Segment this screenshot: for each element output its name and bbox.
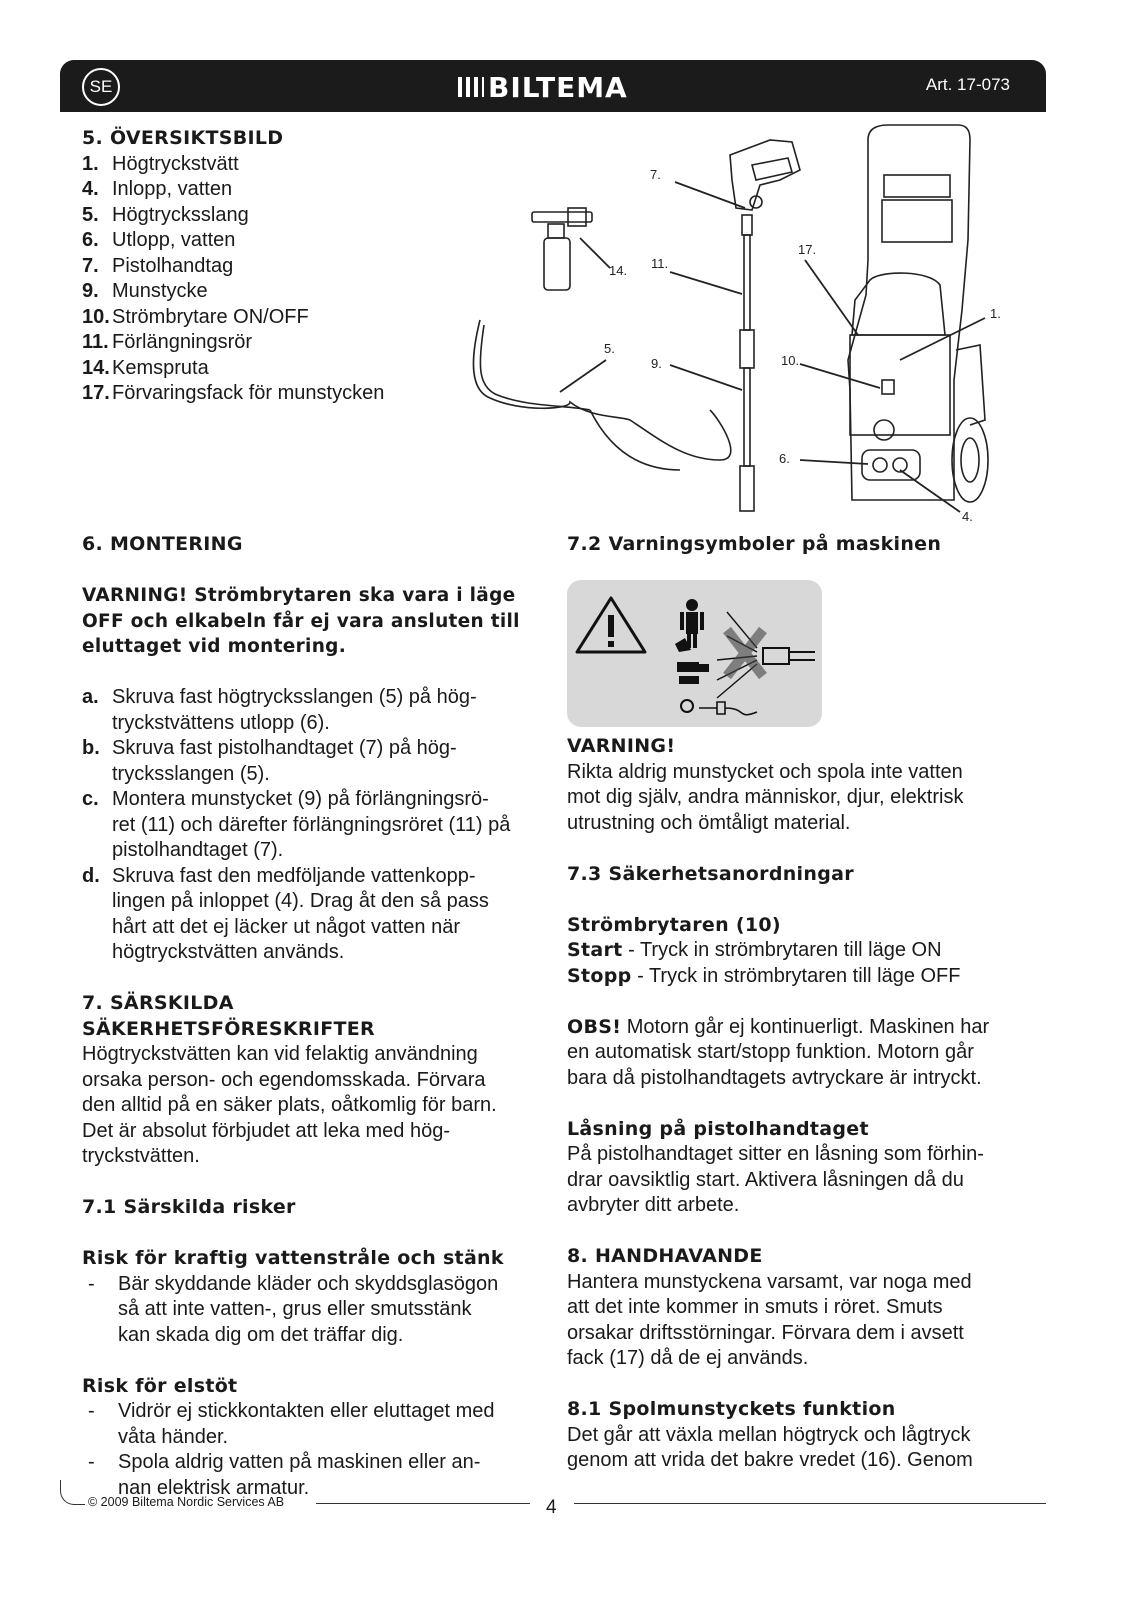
list-marker: b. bbox=[82, 737, 100, 759]
overview-diagram bbox=[470, 120, 1030, 530]
handling-title: 8. HANDHAVANDE bbox=[567, 1245, 763, 1267]
body-line: genom att vrida det bakre vredet (16). Genom bbox=[567, 1449, 973, 1471]
list-item-line: högtryckstvätten används. bbox=[112, 941, 345, 963]
list-item bbox=[82, 736, 542, 787]
overview-item-number: 4. bbox=[82, 178, 99, 200]
body-line: På pistolhandtaget sitter en låsning som förhin- bbox=[567, 1143, 984, 1165]
list-item bbox=[82, 864, 542, 966]
body-line: utrustning och ömtåligt material. bbox=[567, 811, 851, 834]
start-line: Start - Tryck in strömbrytaren till läge ON bbox=[567, 939, 942, 961]
list-item-line: Montera munstycket (9) på förlängningsrö- bbox=[112, 788, 489, 810]
overview-item bbox=[82, 305, 384, 331]
list-item-line: Skruva fast pistolhandtaget (7) på hög- bbox=[112, 737, 457, 759]
list-item bbox=[82, 1399, 542, 1450]
overview-title: 5. ÖVERSIKTSBILD bbox=[82, 127, 284, 149]
list-item bbox=[82, 1272, 542, 1349]
list-item-line: trycksslangen (5). bbox=[112, 762, 270, 785]
overview-item-number: 6. bbox=[82, 229, 99, 251]
list-item-text bbox=[118, 1272, 498, 1349]
obs-line-3: bara då pistolhandtagets avtryckare är intryckt. bbox=[567, 1066, 982, 1089]
symbols-heading-block bbox=[567, 532, 1037, 558]
sarskilda-body bbox=[82, 1042, 542, 1170]
overview-item-number: 10. bbox=[82, 305, 110, 328]
risk2-title: Risk för elstöt bbox=[82, 1374, 238, 1397]
lock-title: Låsning på pistolhandtaget bbox=[567, 1117, 869, 1140]
spray-body bbox=[567, 1423, 1037, 1474]
overview-item-number: 9. bbox=[82, 280, 99, 302]
list-item-text bbox=[112, 864, 489, 966]
overview-item-number: 5. bbox=[82, 203, 99, 226]
footer-corner bbox=[60, 1480, 85, 1505]
overview-item-label: Munstycke bbox=[112, 280, 208, 302]
list-item-line: pistolhandtaget (7). bbox=[112, 839, 284, 861]
switch-title: Strömbrytaren (10) bbox=[567, 913, 781, 936]
callout-5: 5. bbox=[604, 341, 615, 356]
montering-steps bbox=[82, 685, 542, 966]
body-line: Det är absolut förbjudet att leka med hög- bbox=[82, 1119, 450, 1142]
warn-body bbox=[567, 760, 1037, 837]
overview-item-number: 11. bbox=[82, 331, 109, 353]
warn-title: VARNING! bbox=[567, 735, 676, 757]
callout-10: 10. bbox=[781, 353, 800, 368]
list-item bbox=[82, 1450, 542, 1501]
callout-14: 14. bbox=[609, 263, 628, 278]
body-line: fack (17) då de ej används. bbox=[567, 1347, 809, 1369]
list-item-line: Skruva fast den medföljande vattenkopp- bbox=[112, 864, 476, 887]
brand-name: BILTEMA bbox=[488, 70, 628, 104]
overview-item bbox=[82, 254, 384, 280]
list-item-line: hårt att det ej läcker ut något vatten när bbox=[112, 915, 460, 938]
body-line: orsaka person- och egendomsskada. Förvara bbox=[82, 1068, 486, 1091]
obs-line-1: OBS! Motorn går ej kontinuerligt. Maskinen har bbox=[567, 1015, 990, 1038]
language-badge: SE bbox=[82, 68, 120, 106]
overview-item-label: Högtrycksslang bbox=[112, 203, 249, 226]
overview-list bbox=[82, 152, 384, 407]
list-marker: - bbox=[88, 1400, 95, 1422]
right-column bbox=[567, 734, 1037, 1474]
list-item-line: ret (11) och därefter förlängningsröret (11) på bbox=[112, 813, 511, 836]
body-line: Högtryckstvätten kan vid felaktig användning bbox=[82, 1043, 478, 1065]
checkered-flag-icon bbox=[458, 77, 484, 97]
biltema-logo bbox=[458, 70, 628, 104]
copyright: © 2009 Biltema Nordic Services AB bbox=[88, 1495, 285, 1509]
footer-rule-left bbox=[316, 1503, 530, 1504]
callout-1: 1. bbox=[990, 306, 1001, 321]
overview-item-label: Strömbrytare ON/OFF bbox=[112, 305, 309, 328]
overview-item bbox=[82, 279, 384, 305]
obs-line-2: en automatisk start/stopp funktion. Motorn går bbox=[567, 1041, 974, 1063]
overview-item bbox=[82, 177, 384, 203]
risk1-list bbox=[82, 1272, 542, 1349]
overview-item bbox=[82, 381, 384, 407]
list-item-line: kan skada dig om det träffar dig. bbox=[118, 1323, 404, 1346]
list-item-line: Bär skyddande kläder och skyddsglasögon bbox=[118, 1272, 499, 1295]
list-item-line: så att inte vatten-, grus eller smutsstänk bbox=[118, 1298, 472, 1320]
spray-title: 8.1 Spolmunstyckets funktion bbox=[567, 1398, 896, 1420]
list-item-text bbox=[112, 736, 457, 787]
overview-item bbox=[82, 228, 384, 254]
list-item-text bbox=[118, 1399, 495, 1450]
overview-item-label: Kemspruta bbox=[112, 356, 209, 379]
overview-item-number: 1. bbox=[82, 152, 99, 175]
overview-item-label: Pistolhandtag bbox=[112, 254, 234, 277]
list-item-line: nan elektrisk armatur. bbox=[118, 1476, 310, 1499]
body-line: den alltid på en säker plats, oåtkomlig för barn. bbox=[82, 1094, 497, 1116]
list-item-line: tryckstvättens utlopp (6). bbox=[112, 711, 330, 734]
safety-title: 7.3 Säkerhetsanordningar bbox=[567, 862, 854, 885]
overview-item bbox=[82, 203, 384, 229]
list-item-line: Skruva fast högtrycksslangen (5) på hög- bbox=[112, 686, 477, 708]
footer-rule-right bbox=[574, 1503, 1046, 1504]
list-item-text bbox=[112, 787, 510, 864]
list-item-line: våta händer. bbox=[118, 1425, 229, 1448]
callout-9: 9. bbox=[651, 356, 662, 371]
overview-item-label: Förvaringsfack för munstycken bbox=[112, 382, 385, 404]
body-line: Rikta aldrig munstycket och spola inte vatten bbox=[567, 760, 963, 783]
body-line: Hantera munstyckena varsamt, var noga med bbox=[567, 1270, 972, 1293]
list-item bbox=[82, 685, 542, 736]
list-item-text bbox=[118, 1450, 480, 1501]
overview-item-number: 7. bbox=[82, 254, 99, 277]
list-item-line: lingen på inloppet (4). Drag åt den så pass bbox=[112, 890, 489, 912]
symbols-title: 7.2 Varningsymboler på maskinen bbox=[567, 533, 942, 555]
montering-title: 6. MONTERING bbox=[82, 533, 243, 555]
callout-17: 17. bbox=[798, 242, 817, 257]
body-line: avbryter ditt arbete. bbox=[567, 1194, 740, 1216]
sarskilda-title-line1: 7. SÄRSKILDA bbox=[82, 992, 234, 1014]
warning-symbols-panel bbox=[567, 580, 822, 727]
overview-item bbox=[82, 356, 384, 382]
warning-pictogram bbox=[567, 580, 822, 727]
list-item-line: Vidrör ej stickkontakten eller eluttaget med bbox=[118, 1400, 495, 1422]
list-item-line: Spola aldrig vatten på maskinen eller an- bbox=[118, 1451, 481, 1473]
callout-4: 4. bbox=[962, 509, 973, 524]
list-marker: d. bbox=[82, 864, 100, 887]
header-bar bbox=[60, 60, 1046, 112]
callout-6: 6. bbox=[779, 451, 790, 466]
list-item bbox=[82, 787, 542, 864]
callout-11: 11. bbox=[651, 256, 669, 271]
overview-section bbox=[82, 126, 384, 407]
overview-item-label: Högtryckstvätt bbox=[112, 152, 239, 175]
warning-line: VARNING! Strömbrytaren ska vara i läge bbox=[82, 585, 516, 606]
sarskilda-title-line2: SÄKERHETSFÖRESKRIFTER bbox=[82, 1017, 375, 1040]
list-marker: c. bbox=[82, 788, 99, 810]
risks-title: 7.1 Särskilda risker bbox=[82, 1196, 296, 1218]
overview-item-number: 17. bbox=[82, 382, 110, 404]
left-column bbox=[82, 532, 542, 1501]
warning-line: eluttaget vid montering. bbox=[82, 636, 347, 657]
article-number: Art. 17-073 bbox=[925, 75, 1010, 94]
body-line: att det inte kommer in smuts i röret. Smuts bbox=[567, 1296, 943, 1318]
overview-item-label: Utlopp, vatten bbox=[112, 229, 236, 251]
risk1-title: Risk för kraftig vattenstråle och stänk bbox=[82, 1247, 504, 1269]
callout-7: 7. bbox=[650, 167, 661, 182]
body-line: mot dig själv, andra människor, djur, elektrisk bbox=[567, 786, 964, 808]
stop-line: Stopp - Tryck in strömbrytaren till läge OFF bbox=[567, 964, 961, 987]
list-item-text bbox=[112, 685, 477, 736]
list-marker: - bbox=[88, 1451, 95, 1473]
montering-warning bbox=[82, 583, 542, 660]
list-marker: - bbox=[88, 1272, 95, 1295]
risk2-list bbox=[82, 1399, 542, 1501]
overview-item bbox=[82, 330, 384, 356]
overview-item-number: 14. bbox=[82, 356, 110, 379]
list-marker: a. bbox=[82, 686, 99, 708]
overview-item bbox=[82, 152, 384, 178]
body-line: orsakar driftsstörningar. Förvara dem i avsett bbox=[567, 1321, 964, 1344]
body-line: tryckstvätten. bbox=[82, 1145, 200, 1167]
overview-item-label: Förlängningsrör bbox=[112, 331, 253, 353]
page-number: 4 bbox=[546, 1497, 557, 1518]
lock-body bbox=[567, 1142, 1037, 1219]
handling-body bbox=[567, 1270, 1037, 1372]
body-line: Det går att växla mellan högtryck och lågtryck bbox=[567, 1423, 971, 1446]
body-line: drar oavsiktlig start. Aktivera låsningen då du bbox=[567, 1168, 964, 1191]
overview-item-label: Inlopp, vatten bbox=[112, 178, 233, 200]
warning-line: OFF och elkabeln får ej vara ansluten till bbox=[82, 610, 520, 632]
